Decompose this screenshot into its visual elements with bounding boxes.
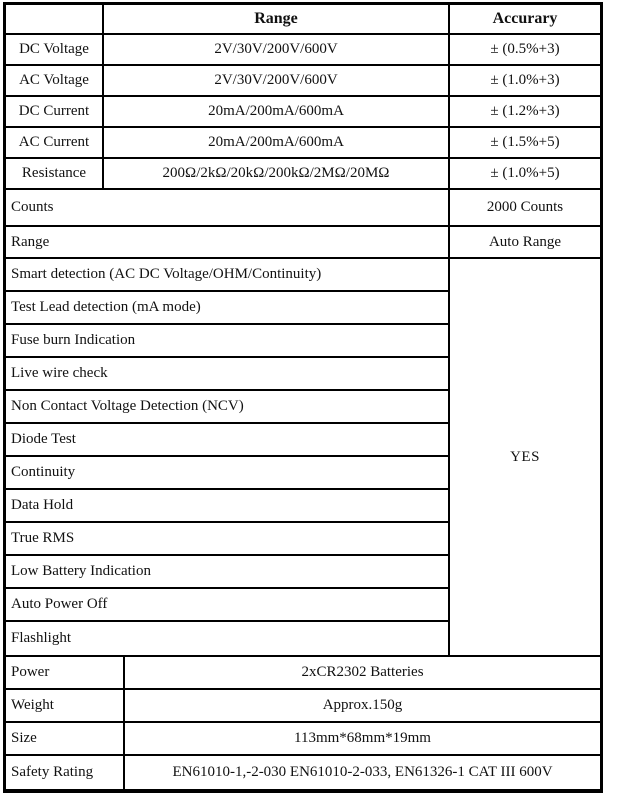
accuracy-cell: ± (1.2%+3) bbox=[490, 103, 560, 120]
feature-row: Test Lead detection (mA mode) bbox=[6, 292, 448, 325]
range-cell: 20mA/200mA/600mA bbox=[104, 128, 450, 157]
summary-value: 2000 Counts bbox=[486, 199, 564, 216]
feature-row: True RMS bbox=[6, 523, 448, 556]
spec-label: Power bbox=[6, 657, 125, 688]
yes-merged-cell: YES bbox=[510, 448, 540, 465]
spec-label: Weight bbox=[6, 690, 125, 721]
accuracy-cell: ± (0.5%+3) bbox=[490, 41, 560, 58]
feature-row: Continuity bbox=[6, 457, 448, 490]
table-row-safety-rating bbox=[6, 756, 600, 789]
summary-label: Range bbox=[6, 227, 450, 257]
measurement-label: Resistance bbox=[6, 159, 104, 188]
range-cell: 2V/30V/200V/600V bbox=[104, 66, 450, 95]
table-row-ac-voltage bbox=[6, 66, 600, 97]
header-row bbox=[6, 5, 600, 35]
features-list bbox=[6, 259, 450, 655]
measurement-label: AC Current bbox=[6, 128, 104, 157]
accuracy-cell: ± (1.5%+5) bbox=[490, 134, 560, 151]
table-row-range bbox=[6, 227, 600, 259]
measurement-label: DC Current bbox=[6, 97, 104, 126]
measurement-label: AC Voltage bbox=[6, 66, 104, 95]
summary-label: Counts bbox=[6, 190, 450, 225]
feature-row: Flashlight bbox=[11, 630, 72, 647]
spec-value: Approx.150g bbox=[322, 697, 403, 714]
features-section bbox=[6, 259, 600, 657]
spec-value: 2xCR2302 Batteries bbox=[301, 664, 424, 681]
feature-row: Live wire check bbox=[6, 358, 448, 391]
spec-value: EN61010-1,-2-030 EN61010-2-033, EN61326-1 CAT III 600V bbox=[172, 764, 553, 781]
range-column-header: Range bbox=[104, 5, 450, 33]
header-empty-cell bbox=[6, 5, 104, 33]
table-row-dc-current bbox=[6, 97, 600, 128]
feature-row: Non Contact Voltage Detection (NCV) bbox=[6, 391, 448, 424]
feature-row: Low Battery Indication bbox=[6, 556, 448, 589]
accuracy-cell: ± (1.0%+5) bbox=[490, 165, 560, 182]
range-cell: 2V/30V/200V/600V bbox=[104, 35, 450, 64]
feature-row: Data Hold bbox=[6, 490, 448, 523]
feature-row: Fuse burn Indication bbox=[6, 325, 448, 358]
table-row-ac-current bbox=[6, 128, 600, 159]
table-row-counts bbox=[6, 190, 600, 227]
table-row-dc-voltage bbox=[6, 35, 600, 66]
feature-row: Smart detection (AC DC Voltage/OHM/Continuity) bbox=[6, 259, 448, 292]
table-row-power bbox=[6, 657, 600, 690]
range-cell: 200Ω/2kΩ/20kΩ/200kΩ/2MΩ/20MΩ bbox=[104, 159, 450, 188]
table-row-resistance bbox=[6, 159, 600, 190]
spec-label: Safety Rating bbox=[6, 756, 125, 789]
spec-value: 113mm*68mm*19mm bbox=[294, 730, 431, 747]
summary-value: Auto Range bbox=[488, 233, 562, 250]
table-row-size bbox=[6, 723, 600, 756]
accuracy-cell: ± (1.0%+3) bbox=[490, 72, 560, 89]
feature-row: Auto Power Off bbox=[6, 589, 448, 622]
measurement-label: DC Voltage bbox=[6, 35, 104, 64]
spec-table bbox=[3, 2, 603, 793]
feature-row: Diode Test bbox=[6, 424, 448, 457]
table-row-weight bbox=[6, 690, 600, 723]
spec-label: Size bbox=[6, 723, 125, 754]
range-cell: 20mA/200mA/600mA bbox=[104, 97, 450, 126]
accuracy-column-header: Accurary bbox=[492, 10, 558, 28]
